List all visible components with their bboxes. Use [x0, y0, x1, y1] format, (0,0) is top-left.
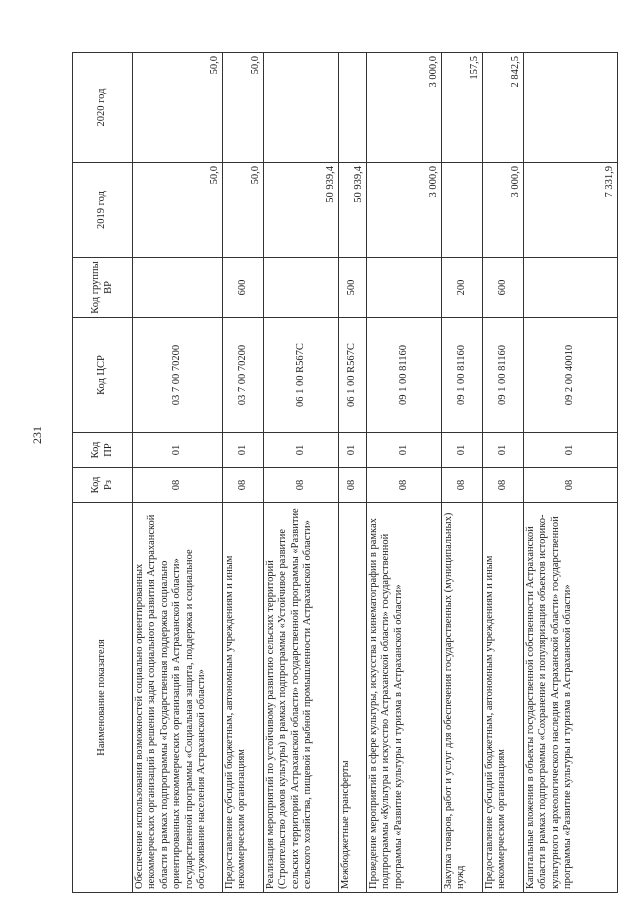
table-row	[524, 53, 618, 893]
cell-csr: 09 1 00 81160	[483, 318, 524, 433]
cell-pr: 01	[264, 433, 339, 468]
cell-name: Закупка товаров, работ и услуг для обеспечения государственных (муниципальных) нужд	[442, 503, 483, 893]
cell-2020: 157,5	[442, 53, 483, 163]
cell-csr: 06 1 00 R567C	[264, 318, 339, 433]
cell-csr: 03 7 00 70200	[223, 318, 264, 433]
cell-name: Реализация мероприятий по устойчивому развитию сельских территорий (Строительство домов культуры) в рамках подпрограммы «Устойчивое развитие сельских территорий Астраханской области» государственной программы «Развитие сельского хозяйства, пищевой и рыбной промышленности Астраханской области»	[264, 503, 339, 893]
budget-table	[72, 52, 618, 893]
cell-pr: 01	[223, 433, 264, 468]
cell-rz: 08	[264, 468, 339, 503]
cell-csr: 09 1 00 81160	[367, 318, 442, 433]
cell-csr: 03 7 00 70200	[133, 318, 223, 433]
cell-vr	[264, 258, 339, 318]
cell-rz: 08	[483, 468, 524, 503]
header-rz: Код Рз	[73, 468, 133, 503]
cell-2019: 7 331,9	[524, 163, 618, 258]
cell-rz: 08	[223, 468, 264, 503]
cell-2020	[339, 53, 367, 163]
cell-2020	[524, 53, 618, 163]
cell-name: Предоставление субсидий бюджетным, автономным учреждениям и иным некоммерческим организациям	[483, 503, 524, 893]
cell-pr: 01	[339, 433, 367, 468]
cell-csr: 09 2 00 40010	[524, 318, 618, 433]
table-row	[483, 53, 524, 893]
cell-name: Капитальные вложения в объекты государственной собственности Астраханской области в рамках подпрограммы «Сохранение и популяризация объектов историко-культурного и археологического наследия Астраханской области» государственной программы «Развитие культуры и туризма в Астраханской области»	[524, 503, 618, 893]
table-row	[442, 53, 483, 893]
cell-pr: 01	[367, 433, 442, 468]
header-csr: Код ЦСР	[73, 318, 133, 433]
cell-pr: 01	[483, 433, 524, 468]
cell-name: Проведение мероприятий в сфере культуры, искусства и кинематографии в рамках подпрограммы «Культура и искусство Астраханской области» государственной программы «Развитие культуры и туризма в Астраханской области»	[367, 503, 442, 893]
cell-2019: 50 939,4	[339, 163, 367, 258]
header-row	[73, 53, 133, 893]
cell-csr: 06 1 00 R567C	[339, 318, 367, 433]
table-row	[264, 53, 339, 893]
rotated-table-container	[72, 53, 617, 893]
cell-vr: 500	[339, 258, 367, 318]
header-name: Наименование показателя	[73, 503, 133, 893]
cell-name: Предоставление субсидий бюджетным, автономным учреждениям и иным некоммерческим организациям	[223, 503, 264, 893]
cell-name: Межбюджетные трансферты	[339, 503, 367, 893]
cell-rz: 08	[339, 468, 367, 503]
cell-rz: 08	[133, 468, 223, 503]
cell-2020: 2 842,5	[483, 53, 524, 163]
cell-vr: 600	[223, 258, 264, 318]
header-vr: Код группы ВР	[73, 258, 133, 318]
table-row	[223, 53, 264, 893]
cell-2020: 3 000,0	[367, 53, 442, 163]
cell-2019: 3 000,0	[367, 163, 442, 258]
cell-2019: 3 000,0	[483, 163, 524, 258]
cell-pr: 01	[133, 433, 223, 468]
cell-vr	[367, 258, 442, 318]
cell-pr: 01	[524, 433, 618, 468]
cell-2019: 50,0	[223, 163, 264, 258]
table-row	[133, 53, 223, 893]
cell-2019: 50,0	[133, 163, 223, 258]
cell-2019	[442, 163, 483, 258]
cell-rz: 08	[524, 468, 618, 503]
table-row	[367, 53, 442, 893]
page-number: 231	[30, 426, 44, 444]
cell-rz: 08	[367, 468, 442, 503]
cell-rz: 08	[442, 468, 483, 503]
table-row	[339, 53, 367, 893]
cell-vr	[133, 258, 223, 318]
cell-csr: 09 1 00 81160	[442, 318, 483, 433]
cell-2020: 50,0	[223, 53, 264, 163]
header-2019: 2019 год	[73, 163, 133, 258]
cell-vr	[524, 258, 618, 318]
cell-vr: 200	[442, 258, 483, 318]
cell-2020	[264, 53, 339, 163]
cell-vr: 600	[483, 258, 524, 318]
cell-2019: 50 939,4	[264, 163, 339, 258]
header-pr: Код ПР	[73, 433, 133, 468]
cell-name: Обеспечение использования возможностей социально ориентированных некоммерческих организаций в решении задач социального развития Астраханской области в рамках подпрограммы «Государственная поддержка социально ориентированных некоммерческих организаций в Астраханской области» государственной программы «Социальная защита, поддержка и социальное обслуживание населения Астраханской области»	[133, 503, 223, 893]
cell-2020: 50,0	[133, 53, 223, 163]
header-2020: 2020 год	[73, 53, 133, 163]
cell-pr: 01	[442, 433, 483, 468]
